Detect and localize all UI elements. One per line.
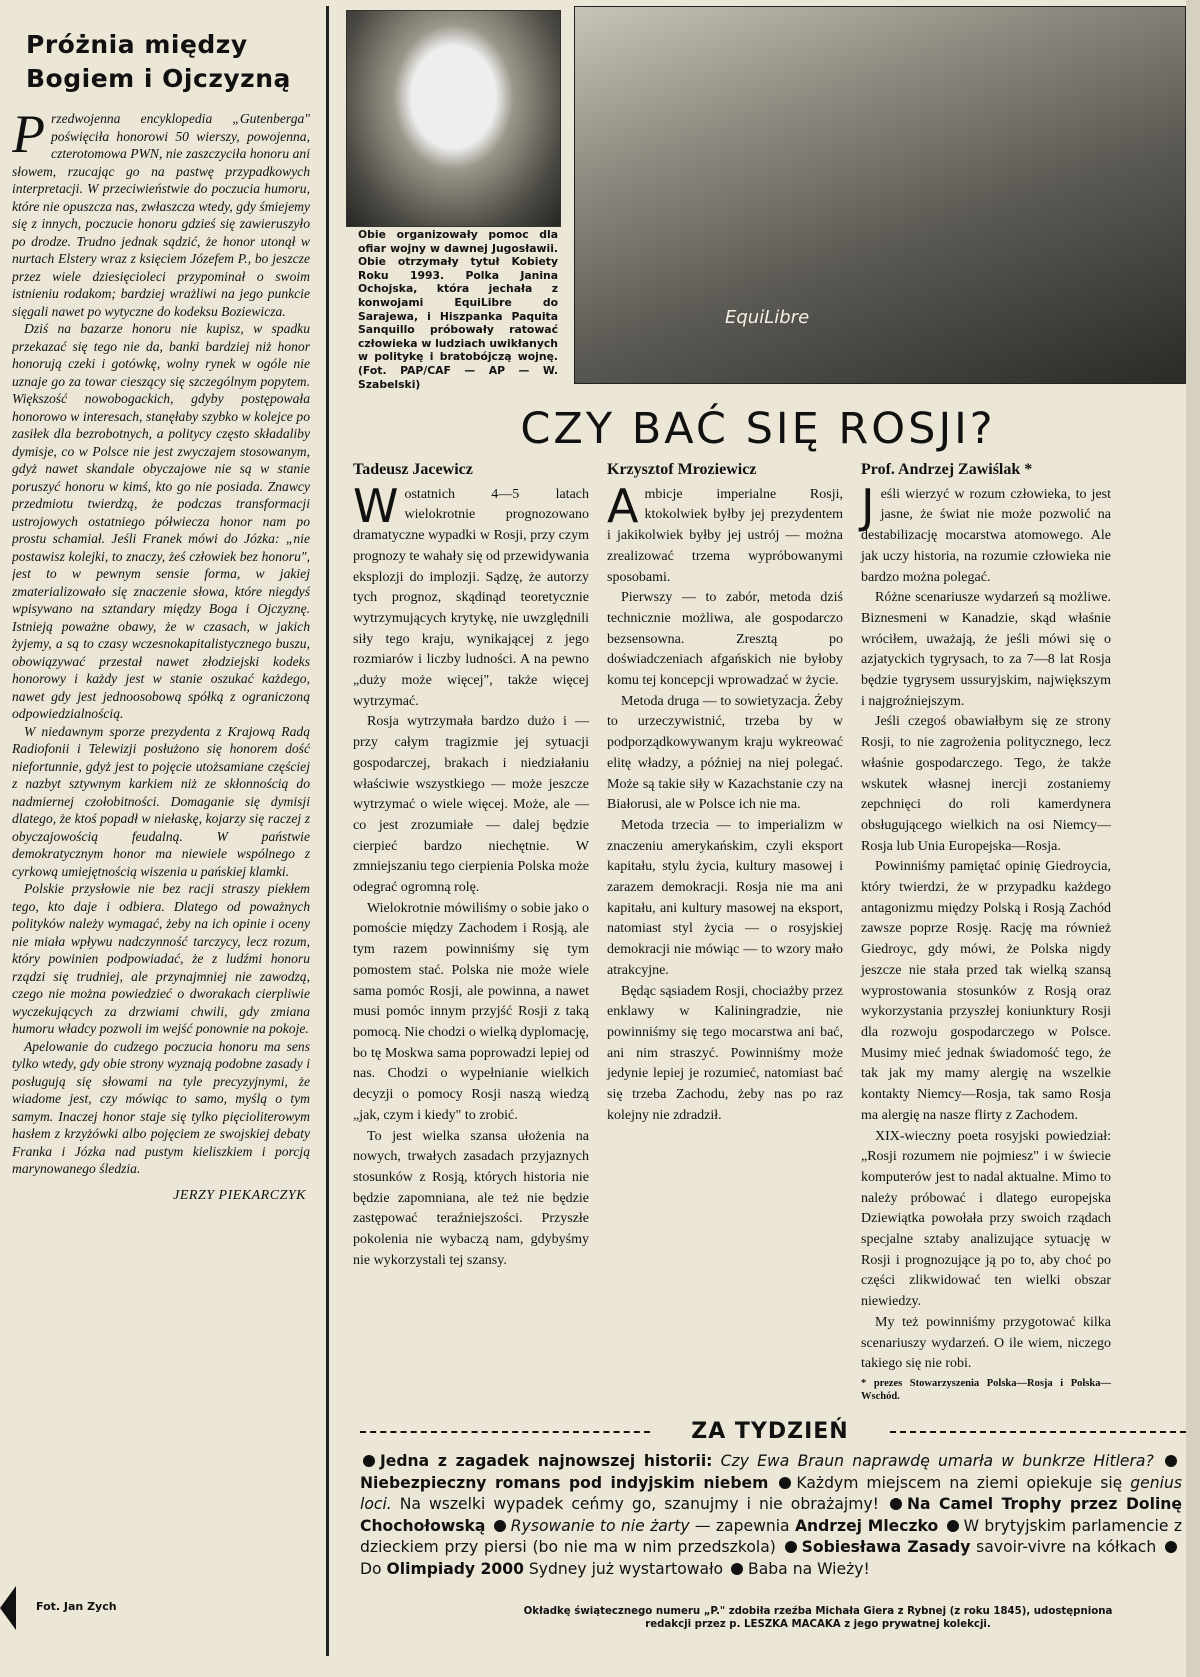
left-paragraph-1: Przedwojenna encyklopedia „Gutenberga" poświęciła honorowi 50 wierszy, powojenna, czterotomowa PWN, nie zaszczyciła honoru ani słowem, rzucając go na pastwę przypadkowych interpretacji. W przeciwieństwie do poczucia humoru, które nie opuszcza nas, zwłaszcza wtedy, gdy śmiejemy się z innych, poczucie honoru gdzieś się zawieruszyło po drodze. Trudno jednak sądzić, że honor utonął w nurtach Elstery wraz z księciem Józefem P., bo jeszcze przez wiele dziesięcioleci przypominał o swoim istnieniu rodakom; bardziej wrażliwi na jego punkcie sięgali nawet po wytyczne do kodeksu Boziewicza. (12, 104, 310, 319)
column-paragraph: Pierwszy — to zabór, metoda dziś technicznie możliwa, ale gospodarczo bezsensowna. Zresztą po doświadczeniach afgańskich nie byłoby komu tej koncepcji wprowadzać w życie. (607, 590, 843, 689)
za-tydzien-list: Jedna z zagadek najnowszej historii: Czy Ewa Braun naprawdę umarła w bunkrze Hitlera? Niebezpieczny romans pod indyjskim niebem Każdym miejscem na ziemi opiekuje się genius loci. Na wszelki wypadek ceńmy go, szanujmy i nie obrażajmy! Na Camel Trophy przez Dolinę Chochołowską Rysowanie to nie żarty — zapewnia Andrzej Mleczko W brytyjskim parlamencie z dzieckiem przy piersi (bo nie ma w nim przedszkola) Sobiesława Zasady savoir-vivre na kółkach Do Olimpiady 2000 Sydney już wystartowało Baba na Wieży! (360, 1452, 1182, 1578)
column-mroziewicz (607, 460, 843, 1127)
column-paragraph: Powinniśmy pamiętać opinię Giedroycia, który twierdzi, że w przypadku każdego antagonizmu między Polską i Rosją Zachód zawsze poprze Rosję. Rację ma również Giedroyc, gdy mówi, że Polska nigdy jeszcze nie stała przed tak wielką szansą wyprostowania stosunków z Rosją oraz wykorzystania przyszłej koniunktury Rosji dla rozwoju gospodarczego w Polsce. Musimy mieć jednak świadomość tego, że tak jak my mamy alergię na wszelkie kontakty Niemcy—Rosja, tak samo Rosja ma alergię na nasze flirty z Zachodem. (861, 859, 1111, 1123)
left-paragraph-5: Apelowanie do cudzego poczucia honoru ma sens tylko wtedy, gdy obie strony wyznają podobne zasady i posługują się słowami na tyle precyzyjnymi, że wiadome jest, czy mówiąc to samo, myślą o tym samym. Inaczej honor staje się tylko pięcioliterowym hasłem z krzyżówki albo pojęciem ze swojskiej debaty Franka i Józka nad pustym kieliszkiem i porcją marynowanego śledzia. (12, 1038, 310, 1176)
za-tydzien-title: ZA TYDZIEŃ (691, 1419, 849, 1444)
bullet-icon (890, 1498, 902, 1510)
za-tydzien-header (360, 1419, 1186, 1445)
bullet-icon (947, 1520, 959, 1532)
column-divider (326, 6, 329, 1656)
column-paragraph: Rosja wytrzymała bardzo dużo i — przy całym tragizmie jej sytuacji gospodarczej, brakach i niedziałaniu właściwie wszystkiego — może jeszcze wytrzymać o wiele więcej. Może, ale — co jest zrozumiałe — dalej będzie cierpieć bardzo niechętnie. W zmniejszaniu tego cierpienia Polska może odegrać ogromną rolę. (353, 714, 589, 896)
photo-credit-left: Fot. Jan Zych (36, 1600, 117, 1613)
bullet-icon (779, 1477, 791, 1489)
column-author: Prof. Andrzej Zawiślak * (861, 461, 1033, 478)
dashed-rule (890, 1431, 1186, 1435)
column-zawislak (861, 460, 1111, 1403)
left-article-author: JERZY PIEKARCZYK (173, 1187, 306, 1203)
drop-cap: W (353, 478, 399, 533)
drop-cap: P (12, 104, 45, 164)
page-arrow-icon (0, 1586, 16, 1630)
portrait-photo (346, 10, 561, 227)
left-paragraph-2: Dziś na bazarze honoru nie kupisz, w spadku przekazać się tego nie da, banki bardziej niż honor honorują czeki i gotówkę, wolny rynek w ogóle nie uznaje go za towar cieszący się szczególnym popytem. Większość nowobogackich, gdyby postępowała honorowo w interesach, stanęłaby szybko w kolejce po zasiłek dla bezrobotnych, a politycy często składaliby dymisje, co w Polsce nie jest zwyczajem stosowanym, gdyż nawet skandale obyczajowe nie są w stanie poruszyć honoru w kimś, kto go nie posiada. Znawcy przedmiotu twierdzą, że podczas transformacji ustrojowych ostatniego półwiecza honor nam po prostu schamiał. Jeśli Franek mówi do Józka: „nie postawisz kolejki, to znaczy, żeś człowiek bez honoru", jest to w pewnym sensie forma, w jakiej zmaterializowało się znaczenie słowa, które niegdyś wpisywano na sztandary między Boga i Ojczyznę. Istnieją poważne obawy, że w czasach, w jakich żyjemy, a są to czasy wczesnokapitalistycznego buszu, obowiązywać przestał nawet złodziejski kodeks honorowy i każdy jest w stanie oszukać każdego, nawet gdy jest jednoosobową spółką z ograniczoną odpowiedzialnością. (12, 321, 310, 721)
column-author: Krzysztof Mroziewicz (607, 461, 757, 478)
bullet-icon (363, 1455, 375, 1467)
drop-cap: A (607, 478, 639, 533)
bullet-icon (1165, 1541, 1177, 1553)
bullet-icon (731, 1563, 743, 1575)
column-paragraph: My też powinniśmy przygotować kilka scenariuszy wydarzeń. O ile wiem, niczego takiego się nie robi. (861, 1314, 1111, 1372)
column-jacewicz (353, 460, 589, 1271)
column-paragraph: Wielokrotnie mówiliśmy o sobie jako o pomoście między Zachodem i Rosją, ale tym razem powinniśmy się tym pomostem stać. Polska nie może wiele sama pomóc Rosji, ale powinna, a nawet musi pomóc innym przyjść Rosji z taką pomocą. Nie chodzi o wielką dyplomację, bo tę Moskwa sama poprowadzi lepiej od nas. Chodzi o wypełnianie wielkich decyzji o pomocy Rosji naszą wiedzą „jak, czym i kiedy" to zrobić. (353, 900, 589, 1123)
bullet-icon (785, 1541, 797, 1553)
column-paragraph: Jeśli czegoś obawiałbym się ze strony Rosji, to nie zagrożenia politycznego, lecz właśnie gospodarczego. Tego, że także wskutek własnej inercji zostaniemy zepchnięci do roli kamerdynera obsługującego wielkich na osi Niemcy—Rosja lub Unia Europejska—Rosja. (861, 714, 1111, 854)
column-paragraph: Wostatnich 4—5 latach wielokrotnie prognozowano dramatyczne wypadki w Rosji, przy czym prognozy te wahały się od przewidywania eksplozji do implozji. Sądzę, że autorzy tych prognoz, skądinąd teoretycznie wytrzymujących krytykę, nie uwzględnili siły tego kraju, wynikającej z jego rozmiarów i liczby ludności. A na pewno „duży może więcej", także więcej wytrzymać. (353, 478, 589, 709)
bullet-icon (1165, 1455, 1177, 1467)
column-paragraph: Różne scenariusze wydarzeń są możliwe. Biznesmeni w Kanadzie, skąd właśnie wróciłem, uważają, że jeśli mówi się o azjatyckich tygrysach, to za 7—8 lat Rosja będzie tygrysem ussuryjskim, największym i najgroźniejszym. (861, 590, 1111, 709)
column-paragraph: Metoda trzecia — to imperializm w znaczeniu amerykańskim, czyli eksport kapitału, stylu życia, kultury masowej i zarazem demokracji. Rosja nie ma ani kapitału, ani kultury masowej na eksport, natomiast styl życia — o rosyjskiej demokracji nie mówiąc — to wzory mało atrakcyjne. (607, 817, 843, 978)
convoy-photo (574, 6, 1186, 384)
left-article (12, 16, 310, 1626)
column-footnote: * prezes Stowarzyszenia Polska—Rosja i Polska—Wschód. (861, 1377, 1111, 1402)
bullet-icon (494, 1520, 506, 1532)
photo-caption: Obie organizowały pomoc dla ofiar wojny w dawnej Jugosławii. Obie otrzymały tytuł Kobiety Roku 1993. Polka Janina Ochojska, która jechała z konwojami EquiLibre do Sarajewa, i Hiszpanka Paquita Sanquillo próbowały ratować człowieka w ludziach uwikłanych w politykę i bratobójczą wojnę. (Fot. PAP/CAF — AP — W. Szabelski) (358, 228, 558, 391)
dashed-rule (360, 1431, 650, 1435)
left-paragraph-3: W niedawnym sporze prezydenta z Krajową Radą Radiofonii i Telewizji posłużono się honorem dość niefortunnie, gdyż jest to pojęcie utożsamiane częściej z nazbyt sztywnym karkiem niż ze skłonnością do nadmiernej czołobitności. Domaganie się dymisji dlatego, że ktoś popadł w niełaskę, kojarzy się raczej z obyczajowością feudalną. W państwie demokratycznym honor ma niewiele wspólnego z cyrkową umiejętnością wiszenia u pańskiej klamki. (12, 723, 310, 879)
equilibre-sign: EquiLibre (725, 307, 810, 328)
column-paragraph: Będąc sąsiadem Rosji, chociażby przez enklawy w Kaliningradzie, nie powinniśmy się tego mocarstwa ani bać, ani nim straszyć. Powinniśmy może jedynie lepiej je rozumieć, natomiast bać się trzeba Zachodu, żeby nas po raz kolejny nie zdradził. (607, 983, 843, 1123)
column-paragraph: Jeśli wierzyć w rozum człowieka, to jest jasne, że świat nie może pozwolić na destabilizację mocarstwa atomowego. Ale jak uczy historia, na rozumie człowieka nie bardzo można polegać. (861, 478, 1111, 585)
column-paragraph: XIX-wieczny poeta rosyjski powiedział: „Rosji rozumem nie pojmiesz" i w świecie komputerów jest to nadal aktualne. Mimo to należy próbować i dlatego europejska Dziewiątka powołała przy swoich rządach specjalne sztaby analizujące sytuację w Rosji i prognozujące ją po to, aby choć po części zlikwidować ten wielki obszar niewiedzy. (861, 1128, 1111, 1310)
cover-credit: Okładkę świątecznego numeru „P." zdobiła rzeźba Michała Giera z Rybnej (z roku 1845), udostępniona redakcji przez p. LESZKA MACAKA z jego prywatnej kolekcji. (523, 1606, 1113, 1630)
left-article-title: Próżnia między Bogiem i Ojczyzną (26, 30, 291, 93)
left-paragraph-4: Polskie przysłowie nie bez racji straszy piekłem tego, kto daje i odbiera. Dlatego od poważnych polityków należy wymagać, żeby na ich opinie i oceny nie miała wpływu nadczynność tarczycy, lecz rozum, który powinien podpowiadać, że z ludźmi honoru rządzi się trudniej, ale przynajmniej nie zawodzą, czego nie można powiedzieć o dworakach cierpliwie wyczekujących za drzwiami chwili, gdy zmiana humoru władcy pozwoli im wejść ponownie na pokoje. (12, 881, 310, 1036)
column-paragraph: Metoda druga — to sowietyzacja. Żeby to urzeczywistnić, trzeba by w podporządkowywanym kraju wykreować elitę władzy, a później na niej polegać. Może są takie siły w Kazachstanie czy na Białorusi, ale w Polsce ich nie ma. (607, 693, 843, 813)
page-edge (1186, 0, 1200, 1677)
drop-cap: J (861, 478, 875, 533)
column-paragraph: To jest wielka szansa ułożenia na nowych, trwałych zasadach przyjaznych stosunków z Rosją, których historia nie będzie zapomniana, ale też nie będzie zastępować teraźniejszości. Przyszłe pokolenia nie wybaczą nam, gdybyśmy nie wykorzystali tej szansy. (353, 1128, 589, 1268)
column-paragraph: Ambicje imperialne Rosji, ktokolwiek byłby jej prezydentem i jakikolwiek byłby jej ustrój — można zrealizować trzema wypróbowanymi sposobami. (607, 478, 843, 585)
main-headline: CZY BAĆ SIĘ ROSJI? (520, 404, 996, 454)
column-author: Tadeusz Jacewicz (353, 461, 473, 478)
